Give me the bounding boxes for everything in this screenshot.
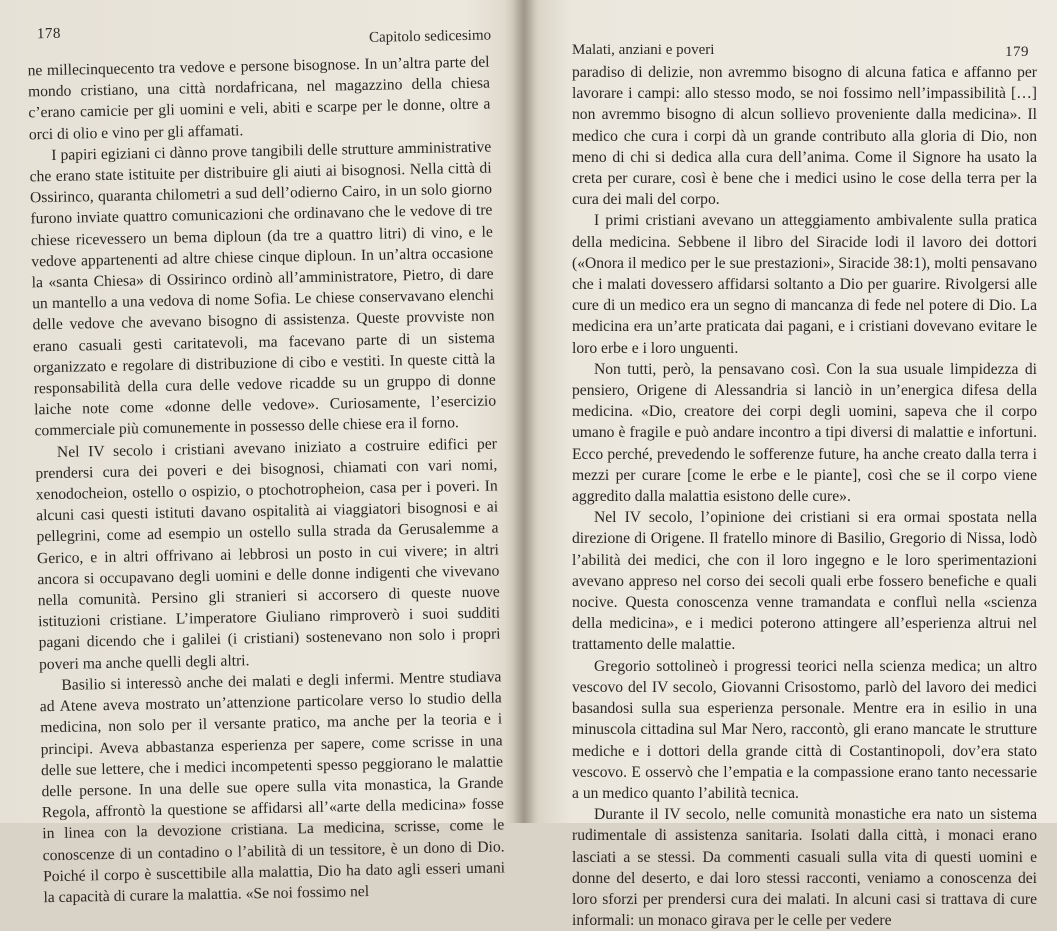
paragraph: I primi cristiani avevano un atteggiamento ambivalente sulla pratica della medicina. Sebbene il libro del Siracide lodi il lavoro dei dottori («Onora il medico per le sue prestazioni», Siracide 38:1), molti pensavano che i malati dovessero affidarsi soltanto a Dio per guarire. Rivolgersi alle cure di un medico era un segno di mancanza di fede nel potere di Dio. La medicina era un’arte praticata dai pagani, e i cristiani dovevano evitare le loro erbe e i loro unguenti. xyxy=(572,212,1037,357)
paragraph: Non tutti, però, la pensavano così. Con la sua usuale limpidezza di pensiero, Origene di Alessandria si lanciò in un’energica difesa della medicina. «Dio, creatore dei corpi degli uomini, sapeva che il corpo umano è fragile e può andare incontro a tipi diversi di malattie e infortuni. Ecco perché, prevedendo le sofferenze future, ha anche creato dalla terra i mezzi per curare [come le erbe e le piante], così che se il corpo viene aggredito dalla malattia esistono delle cure». xyxy=(572,360,1037,506)
page-body xyxy=(572,62,1037,931)
paragraph: ne millecinquecento tra vedove e persone bisognose. In un’altra parte del mondo cristiano, una città nordafricana, nel magazzino della chiesa c’erano camicie per gli uomini e veli, abiti e scarpe per le donne, oltre a orci di olio e vino per gli affamati. xyxy=(27,53,491,143)
paragraph: Basilio si interessò anche dei malati e degli infermi. Mentre studiava ad Atene aveva mostrato un’attenzione particolare verso lo studio della medicina, non solo per il versante pratico, ma anche per la teoria e i principi. Aveva abbastanza esperienza per sapere, come scrisse in una delle sue lettere, che i medici incompetenti spesso peggiorano le malattie delle persone. In una delle sue opere sulla vita monastica, la Grande Regola, affrontò la questione se affidarsi all’«arte della medicina» fosse in linea con la devozione cristiana. La medicina, scrisse, come le conoscenze di un contadino o l’abilità di un tessitore, è un dono di Dio. Poiché il corpo è suscettibile alla malattia, Dio ha dato agli esseri umani la capacità di curare la malattia. «Se noi fossimo nel xyxy=(39,668,506,907)
page-body xyxy=(27,52,505,909)
paragraph: I papiri egiziani ci dànno prove tangibili delle strutture amministrative che erano state istituite per distribuire gli aiuti ai bisognosi. Nella città di Ossirinco, quaranta chilometri a sud dell’odierno Cairo, in un solo giorno furono inviate quattro comunicazioni che ordinavano che le vedove di tre chiese ricevessero un bema diploun (da tre a quattro litri) di vino, e le vedove appartenenti ad altre chiese cinque diploun. In un’altra occasione la «santa Chiesa» di Ossirinco ordinò all’amministratore, Pietro, di dare un mantello a una vedova di nome Sofia. Le chiese conservavano elenchi delle vedove che avevano bisogno di assistenza. Queste provviste non erano casuali gesti caritatevoli, ma facevano parte di un sistema organizzato e regolare di distribuzione di cibo e vestiti. In queste città la responsabilità della cura delle vedove ricadde su un gruppo di donne laiche note come «donne delle vedove». Curiosamente, l’esercizio commerciale più comunemente in possesso delle chiese era il forno. xyxy=(29,138,497,440)
paragraph: Nel IV secolo i cristiani avevano iniziato a costruire edifici per prendersi cura dei poveri e dei bisognosi, chiamati con vari nomi, xenodocheion, ostello o ospizio, o ptochotropheion, casa per i poveri. In alcuni casi questi istituti davano ospitalità ai viaggiatori bisognosi e ai pellegrini, come ad esempio un ostello sulla strada da Gerusalemme a Gerico, e in altri offrivano ai lebbrosi un posto in cui vivere; in altri ancora si occupavano degli uomini e delle donne indigenti che vivevano nella comunità. Persino gli stranieri si accorsero di queste nuove istituzioni cristiane. L’imperatore Giuliano rimproverò i suoi sudditi pagani dicendo che i galilei (i cristiani) sostenevano non solo i propri poveri ma anche quelli degli altri. xyxy=(35,435,501,673)
paragraph: paradiso di delizie, non avremmo bisogno di alcuna fatica e affanno per lavorare i campi: allo stesso modo, se noi fossimo nell’impassibilità […] non avremmo bisogno di alcun sollievo proveniente dalla medicina». Il medico che cura i corpi dà un grande contributo alla gloria di Dio, non meno di chi si dedica alla cura dell’anima. Come il Signore ha usato la creta per curare, così è bene che i medici usino le cose della terra per la cura dei mali del corpo. xyxy=(572,64,1037,209)
right-page xyxy=(540,0,1057,930)
page-number: 179 xyxy=(1005,44,1029,60)
left-page xyxy=(0,0,526,907)
page-number: 178 xyxy=(36,25,62,43)
running-head: Malati, anziani e poveri xyxy=(572,42,715,58)
paragraph: Nel IV secolo, l’opinione dei cristiani si era ormai spostata nella direzione di Origene. Il fratello minore di Basilio, Gregorio di Nissa, lodò l’abilità dei medici, che con il loro ingegno e le loro sperimentazioni avevano appreso nel corso dei secoli quali erbe fossero benefiche e quali nocive. Questa conoscenza venne tramandata e confluì nella «scienza della medicina», e i medici poterono attingere all’esperienza altrui nel trattamento delle malattie. xyxy=(572,509,1037,654)
paragraph: Gregorio sottolineò i progressi teorici nella scienza medica; un altro vescovo del IV secolo, Giovanni Crisostomo, parlò del lavoro dei medici basandosi sulla sua esperienza personale. Mentre era in esilio in una minuscola cittadina sul Mar Nero, raccontò, gli erano mancate le strutture mediche e i dottori della grande città di Costantinopoli, dov’era stato vescovo. E osservò che l’empatia e la compassione erano tanto necessarie a un medico quanto l’abilità tecnica. xyxy=(572,657,1037,802)
paragraph: Durante il IV secolo, nelle comunità monastiche era nato un sistema rudimentale di assistenza sanitaria. Isolati dalla città, i monaci erano lasciati a se stessi. Da commenti casuali sulla vita di questi uomini e donne del deserto, e dai loro stessi racconti, veniamo a conoscenza dei loro sforzi per prendersi cura dei malati. In alcuni casi si trattava di cure informali: un monaco girava per le celle per vedere xyxy=(572,806,1037,930)
running-head: Capitolo sedicesimo xyxy=(368,27,492,46)
